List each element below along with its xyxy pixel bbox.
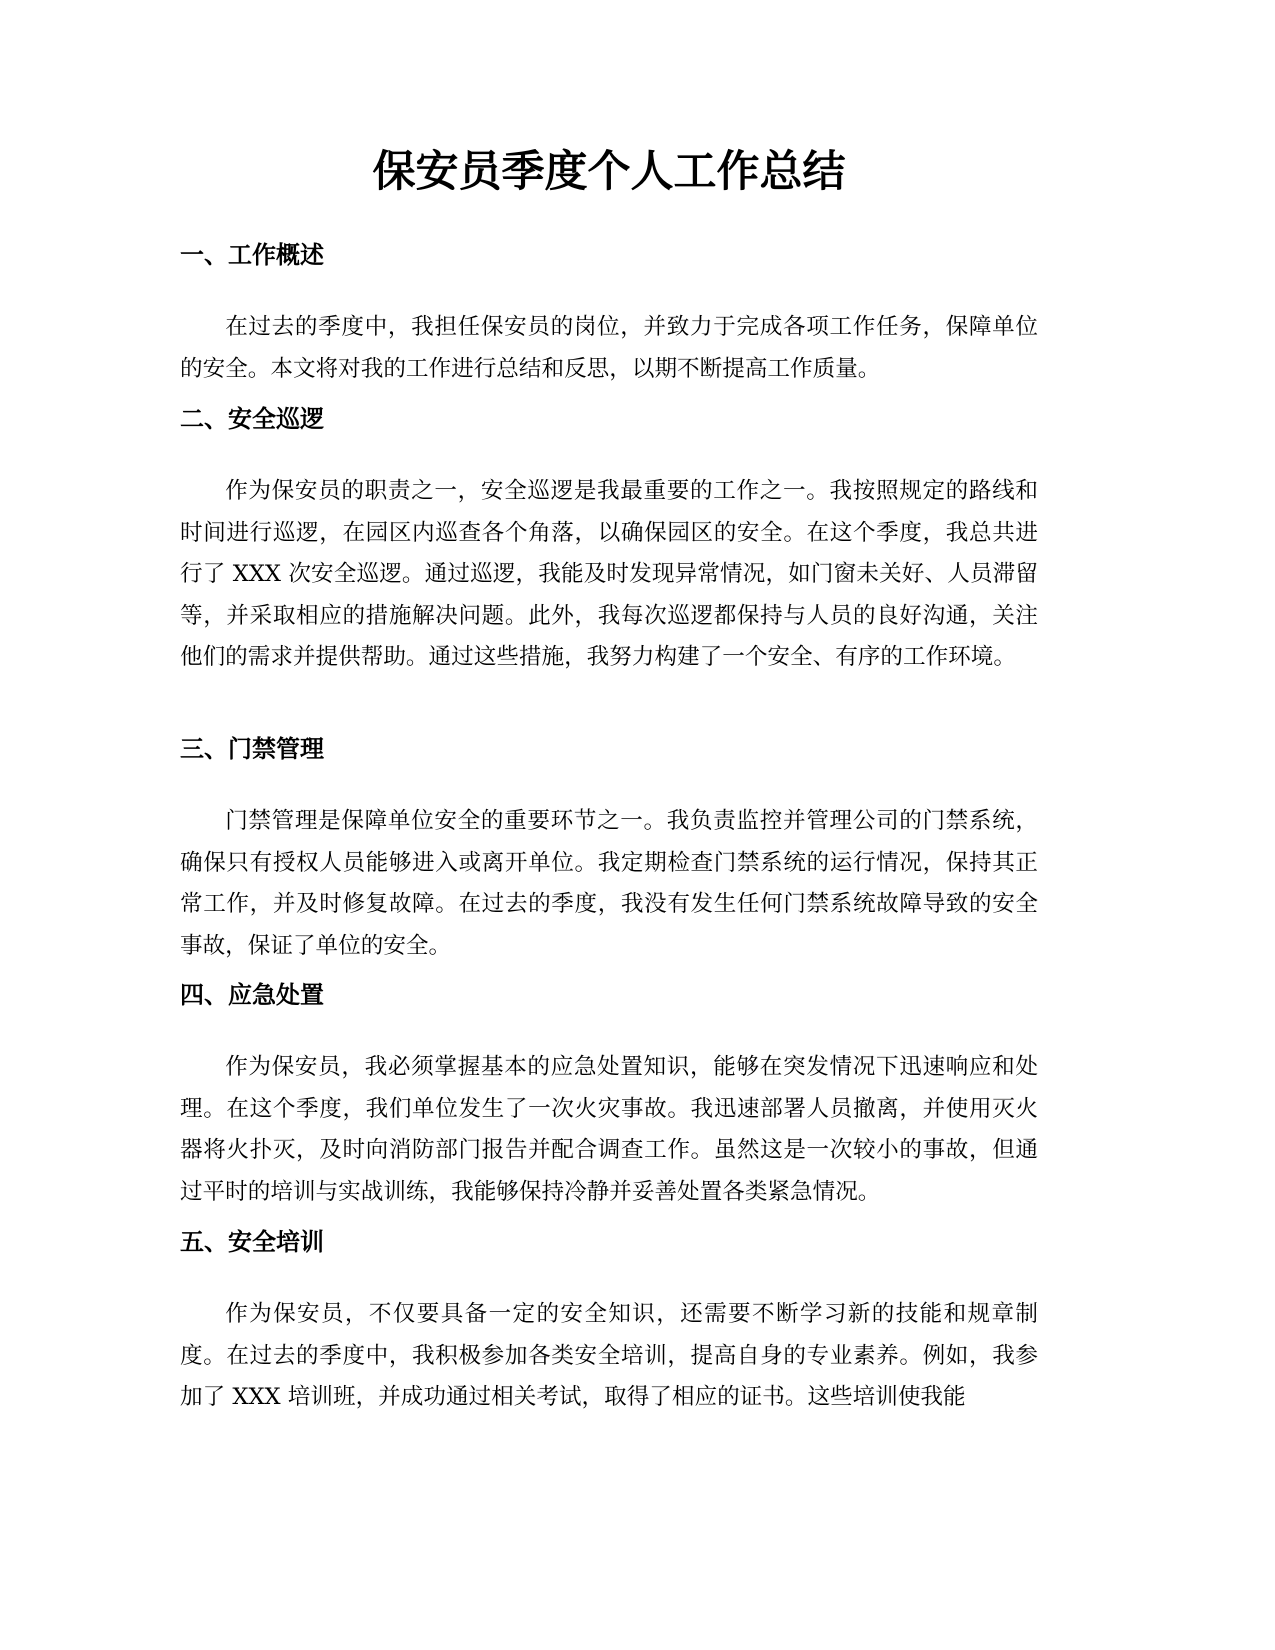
section-heading: 一、工作概述 <box>180 241 324 269</box>
section-paragraph: 作为保安员的职责之一，安全巡逻是我最重要的工作之一。我按照规定的路线和时间进行巡逻，在园区内巡查各个角落，以确保园区的安全。在这个季度，我总共进行了 XXX 次安全巡逻。通过巡逻，我能及时发现异常情况，如门窗未关好、人员滞留等，并采取相应的措施解决问题。此外，我每次巡逻都保持与人员的良好沟通，关注他们的需求并提供帮助。通过这些措施，我努力构建了一个安全、有序的工作环境。 <box>180 478 1038 670</box>
section-training <box>180 1224 1038 1419</box>
section-heading: 五、安全培训 <box>180 1228 324 1256</box>
section-paragraph: 作为保安员，我必须掌握基本的应急处置知识，能够在突发情况下迅速响应和处理。在这个季度，我们单位发生了一次火灾事故。我迅速部署人员撤离，并使用灭火器将火扑灭，及时向消防部门报告并配合调查工作。虽然这是一次较小的事故，但通过平时的培训与实战训练，我能够保持冷静并妥善处置各类紧急情况。 <box>180 1054 1038 1205</box>
section-heading: 四、应急处置 <box>180 981 324 1009</box>
document-title: 保安员季度个人工作总结 <box>372 147 846 197</box>
section-paragraph: 作为保安员，不仅要具备一定的安全知识，还需要不断学习新的技能和规章制度。在过去的季度中，我积极参加各类安全培训，提高自身的专业素养。例如，我参加了 XXX 培训班，并成功通过相关考试，取得了相应的证书。这些培训使我能 <box>180 1301 1038 1410</box>
section-heading: 二、安全巡逻 <box>180 405 324 433</box>
section-heading: 三、门禁管理 <box>180 735 324 763</box>
section-access-control <box>180 731 1038 967</box>
section-patrol <box>180 401 1038 679</box>
section-overview <box>180 237 1038 390</box>
section-emergency <box>180 977 1038 1213</box>
section-paragraph: 在过去的季度中，我担任保安员的岗位，并致力于完成各项工作任务，保障单位的安全。本文将对我的工作进行总结和反思，以期不断提高工作质量。 <box>180 314 1038 382</box>
section-paragraph: 门禁管理是保障单位安全的重要环节之一。我负责监控并管理公司的门禁系统，确保只有授权人员能够进入或离开单位。我定期检查门禁系统的运行情况，保持其正常工作，并及时修复故障。在过去的季度，我没有发生任何门禁系统故障导致的安全事故，保证了单位的安全。 <box>180 808 1038 959</box>
